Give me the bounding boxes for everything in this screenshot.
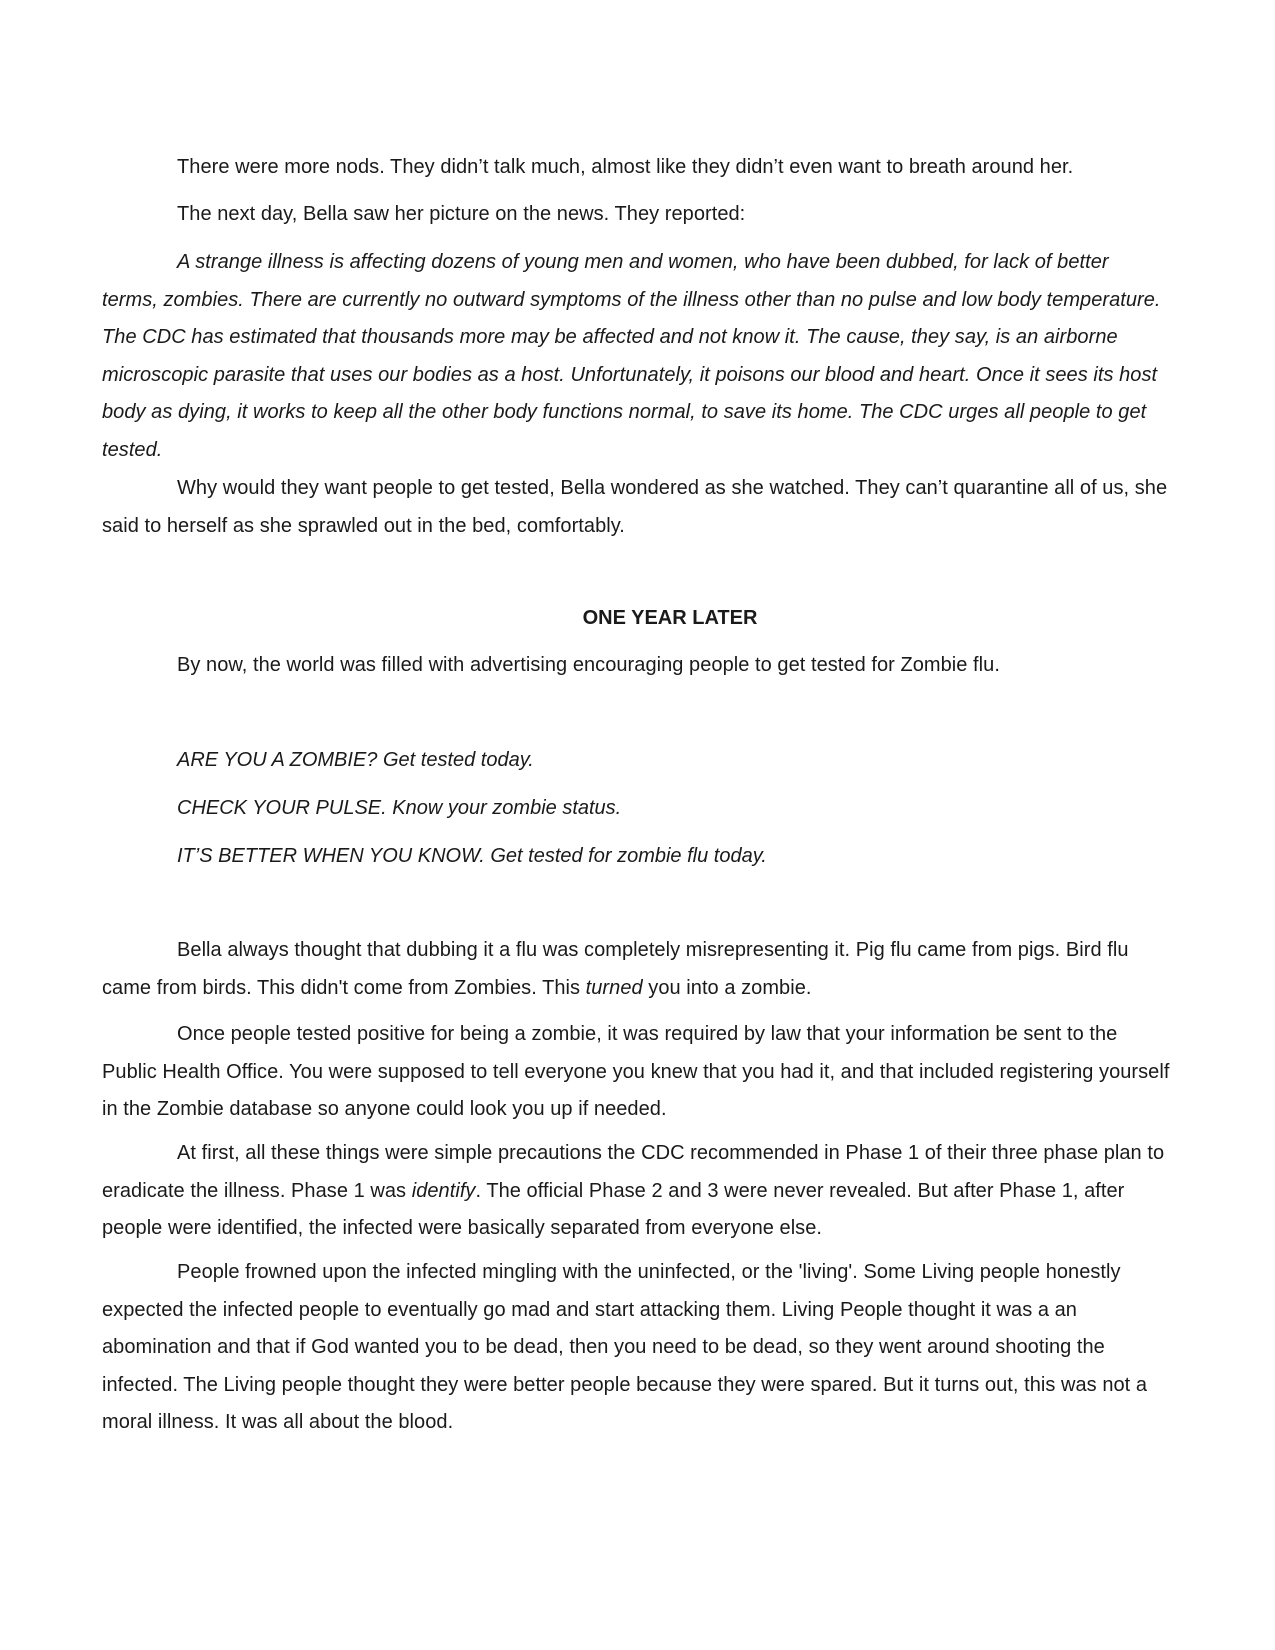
paragraph-more-nods: There were more nods. They didn’t talk much, almost like they didn’t even want to breath around her. (177, 156, 1074, 178)
paragraph-tested-positive: Once people tested positive for being a zombie, it was required by law that your information be sent to the Public Health Office. You were supposed to tell everyone you knew that you had it, and that included registering yourself in the Zombie database so anyone could look you up if needed. (102, 1023, 1170, 1120)
paragraph-phase-plan-text: At first, all these things were simple precautions the CDC recommended in Phase 1 of their three phase plan to eradicate the illness. Phase 1 was (102, 1142, 1165, 1202)
paragraph-frowned-upon: People frowned upon the infected mingling with the uninfected, or the 'living'. Some Living people honestly expected the infected people to eventually go mad and start attacking them. Living People thought it was a an abomination and that if God wanted you to be dead, then you need to be dead, so they went around shooting the infected. The Living people thought they were better people because they were spared. But it turns out, this was not a moral illness. It was all about the blood. (102, 1261, 1148, 1433)
paragraph-bella-flu-end: you into a zombie. (642, 976, 812, 999)
paragraph-news-report: A strange illness is affecting dozens of young men and women, who have been dubbed, for lack of better terms, zombies. There are currently no outward symptoms of the illness other than no pulse and low body temperature. The CDC has estimated that thousands more may be affected and not know it. The cause, they say, is an airborne microscopic parasite that uses our bodies as a host. Unfortunately, it poisons our blood and heart. Once it sees its host body as dying, it works to keep all the other body functions normal, to save its home. The CDC urges all people to get tested. (102, 251, 1161, 461)
section-heading: ONE YEAR LATER (582, 607, 758, 629)
paragraph-bella-flu-text: Bella always thought that dubbing it a flu was completely misrepresenting it. Pig flu came from pigs. Bird flu came from birds. This didn't come from Zombies. This (102, 939, 1129, 999)
paragraph-by-now: By now, the world was filled with advertising encouraging people to get tested for Zombie flu. (177, 654, 1000, 676)
paragraph-phase-plan (102, 1135, 1170, 1248)
emphasis-identify: identify (411, 1179, 476, 1202)
emphasis-turned: turned (585, 976, 643, 999)
paragraph-phase-plan-end: . The official Phase 2 and 3 were never revealed. But after Phase 1, after people were identified, the infected were basically separated from everyone else. (102, 1179, 1125, 1239)
paragraph-bella-flu (102, 932, 1170, 1007)
ad-slogan-better: IT’S BETTER WHEN YOU KNOW. Get tested for zombie flu today. (177, 845, 767, 867)
ad-slogan-zombie: ARE YOU A ZOMBIE? Get tested today. (177, 749, 534, 771)
ad-slogan-pulse: CHECK YOUR PULSE. Know your zombie status. (177, 797, 622, 819)
paragraph-next-day: The next day, Bella saw her picture on the news. They reported: (177, 203, 746, 225)
paragraph-why-tested: Why would they want people to get tested, Bella wondered as she watched. They can’t quarantine all of us, she said to herself as she sprawled out in the bed, comfortably. (102, 477, 1168, 537)
